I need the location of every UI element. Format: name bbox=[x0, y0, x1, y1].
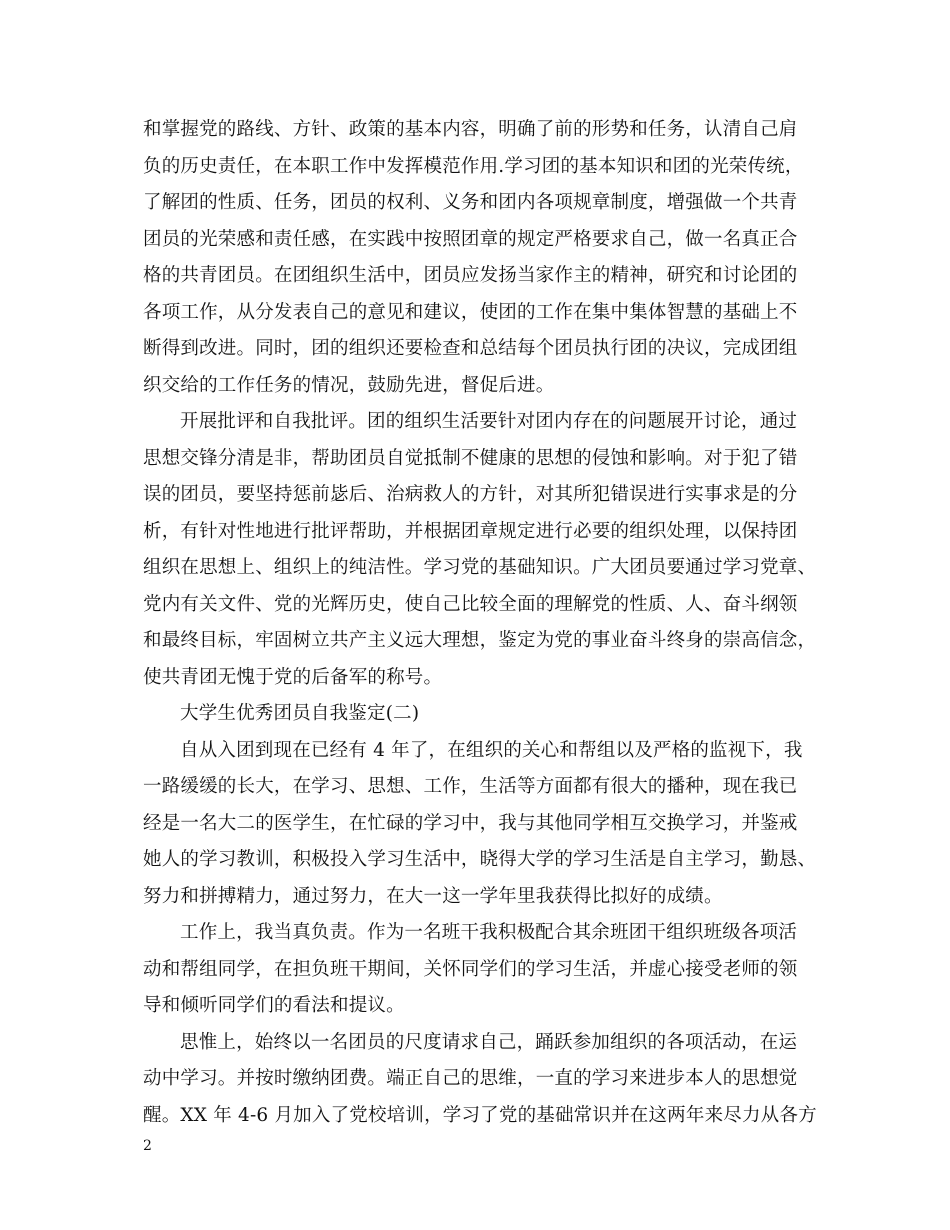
text-line: 自从入团到现在已经有 4 年了，在组织的关心和帮组以及严格的监视下，我 bbox=[180, 739, 803, 761]
text-line: 团员的光荣感和责任感，在实践中按照团章的规定严格要求自己，做一名真正合 bbox=[143, 228, 798, 250]
text-line: 她人的学习教训，积极投入学习生活中，晓得大学的学习生活是自主学习，勤恳、 bbox=[143, 849, 817, 870]
text-line: 格的共青团员。在团组织生活中，团员应发扬当家作主的精神，研究和讨论团的 bbox=[143, 265, 798, 286]
text-line: 断得到改进。同时，团的组织还要检查和总结每个团员执行团的决议，完成团组 bbox=[143, 338, 798, 359]
text-line: 工作上，我当真负责。作为一名班干我积极配合其余班团干组织班级各项活 bbox=[180, 922, 798, 943]
text-line: 织交给的工作任务的情况，鼓励先进，督促后进。 bbox=[143, 374, 555, 396]
text-line: 和掌握党的路线、方针、政策的基本内容，明确了前的形势和任务，认清自己肩 bbox=[143, 119, 798, 140]
text-line: 思想交锋分清是非，帮助团员自觉抵制不健康的思想的侵蚀和影响。对于犯了错 bbox=[143, 447, 798, 469]
text-line: 析，有针对性地进行批评帮助，并根据团章规定进行必要的组织处理，以保持团 bbox=[143, 520, 798, 542]
text-line: 醒。XX 年 4-6 月加入了党校培训，学习了党的基础常识并在这两年来尽力从各方 bbox=[143, 1104, 817, 1126]
text-line: 各项工作，从分发表自己的意见和建议，使团的工作在集中集体智慧的基础上不 bbox=[143, 301, 798, 323]
document-body bbox=[143, 112, 833, 1134]
text-line: 负的历史责任，在本职工作中发挥模范作用.学习团的基本知识和团的光荣传统， bbox=[143, 155, 804, 177]
text-line: 和最终目标，牢固树立共产主义远大理想，鉴定为党的事业奋斗终身的崇高信念， bbox=[143, 630, 817, 651]
text-line: 思惟上，始终以一名团员的尺度请求自己，踊跃参加组织的各项活动，在运 bbox=[180, 1031, 798, 1053]
text-line: 组织在思想上、组织上的纯洁性。学习党的基础知识。广大团员要通过学习党章、 bbox=[143, 557, 817, 578]
text-line: 了解团的性质、任务，团员的权利、义务和团内各项规章制度，增强做一个共青 bbox=[143, 192, 798, 213]
text-line: 党内有关文件、党的光辉历史，使自己比较全面的理解党的性质、人、奋斗纲领 bbox=[143, 593, 798, 615]
text-line: 动和帮组同学，在担负班干期间，关怀同学们的学习生活，并虚心接受老师的领 bbox=[143, 958, 798, 980]
text-line: 经是一名大二的医学生，在忙碌的学习中，我与其他同学相互交换学习，并鉴戒 bbox=[143, 812, 798, 834]
text-line: 使共青团无愧于党的后备军的称号。 bbox=[143, 666, 443, 688]
text-line: 努力和拼搏精力，通过努力，在大一这一学年里我获得比拟好的成绩。 bbox=[143, 885, 723, 907]
text-line: 动中学习。并按时缴纳团费。端正自己的思维，一直的学习来进步本人的思想觉 bbox=[143, 1068, 798, 1089]
text-line: 一路缓缓的长大，在学习、思想、工作，生活等方面都有很大的播种，现在我已 bbox=[143, 776, 798, 797]
page-number: 2 bbox=[143, 1138, 152, 1154]
section-heading: 大学生优秀团员自我鉴定(二) bbox=[180, 703, 420, 724]
text-line: 开展批评和自我批评。团的组织生活要针对团内存在的问题展开讨论，通过 bbox=[180, 411, 798, 432]
text-line: 导和倾听同学们的看法和提议。 bbox=[143, 995, 405, 1016]
text-line: 误的团员，要坚持惩前毖后、治病救人的方针，对其所犯错误进行实事求是的分 bbox=[143, 484, 798, 505]
